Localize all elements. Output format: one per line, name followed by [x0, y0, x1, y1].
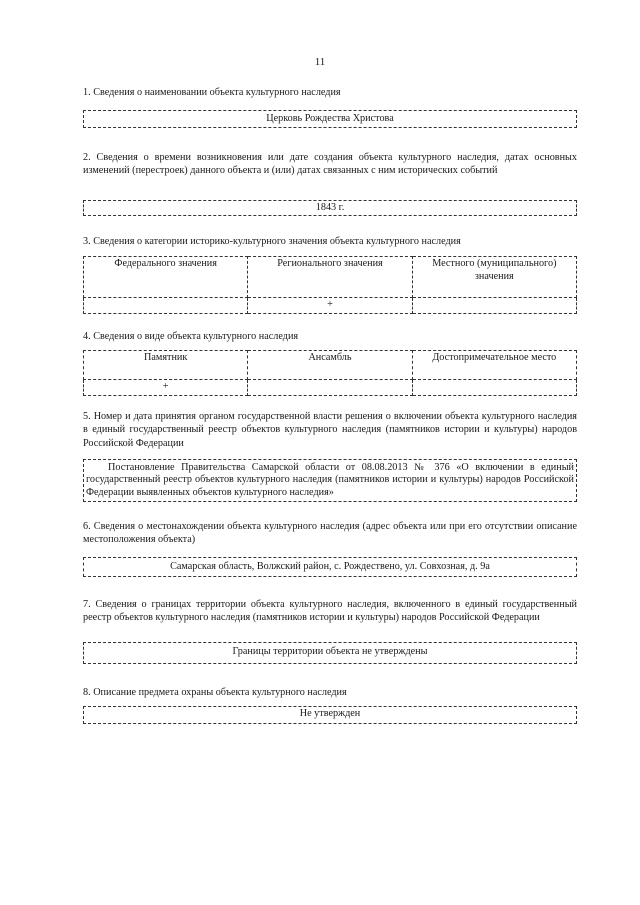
section-4-heading: 4. Сведения о виде объекта культурного наследия — [83, 331, 299, 342]
section-2-heading: 2. Сведения о времени возникновения или дате создания объекта культурного наследия, датах основных изменений (перестроек) данного объекта и (или) датах связанных с ним исторических событий — [83, 152, 577, 177]
section-7-heading: 7. Сведения о границах территории объекта культурного наследия, включенного в единый государственный реестр объектов культурного наследия (памятников истории и культуры) народов Российской Федерации — [83, 599, 577, 624]
section-6-heading: 6. Сведения о местонахождении объекта культурного наследия (адрес объекта или при его отсутствии описание местоположения объекта) — [83, 521, 577, 546]
category-local: Местного (муниципального) значения — [412, 257, 576, 298]
category-local-mark — [412, 298, 576, 314]
section-7-value: Границы территории объекта не утверждены — [83, 642, 577, 664]
section-8-value: Не утвержден — [83, 706, 577, 724]
section-6-value: Самарская область, Волжский район, с. Рождествено, ул. Совхозная, д. 9а — [83, 557, 577, 577]
type-landmark: Достопримечательное место — [412, 351, 576, 380]
section-5-value: Постановление Правительства Самарской области от 08.08.2013 № 376 «О включении в единый государственный реестр объектов культурного наследия (памятников истории и культуры) народов Российской Федерации выявленных объектов культурного наследия» — [83, 459, 577, 502]
type-landmark-mark — [412, 380, 576, 396]
type-monument: Памятник — [84, 351, 248, 380]
section-3-heading: 3. Сведения о категории историко-культурного значения объекта культурного наследия — [83, 236, 461, 247]
section-5-heading: 5. Номер и дата принятия органом государственной власти решения о включении объекта культурного наследия в единый государственный реестр объектов культурного наследия (памятников истории и культуры) народов Российской Федерации — [83, 411, 577, 449]
category-federal: Федерального значения — [84, 257, 248, 298]
category-federal-mark — [84, 298, 248, 314]
type-ensemble-mark — [248, 380, 412, 396]
category-table — [83, 256, 577, 314]
category-regional: Регионального значения — [248, 257, 412, 298]
section-1-heading: 1. Сведения о наименовании объекта культурного наследия — [83, 87, 341, 98]
page-number: 11 — [314, 56, 326, 68]
type-monument-mark: + — [84, 380, 248, 396]
type-ensemble: Ансамбль — [248, 351, 412, 380]
section-2-value: 1843 г. — [83, 200, 577, 216]
section-8-heading: 8. Описание предмета охраны объекта культурного наследия — [83, 687, 347, 698]
section-1-value: Церковь Рождества Христова — [83, 110, 577, 128]
type-table — [83, 350, 577, 396]
category-regional-mark: + — [248, 298, 412, 314]
